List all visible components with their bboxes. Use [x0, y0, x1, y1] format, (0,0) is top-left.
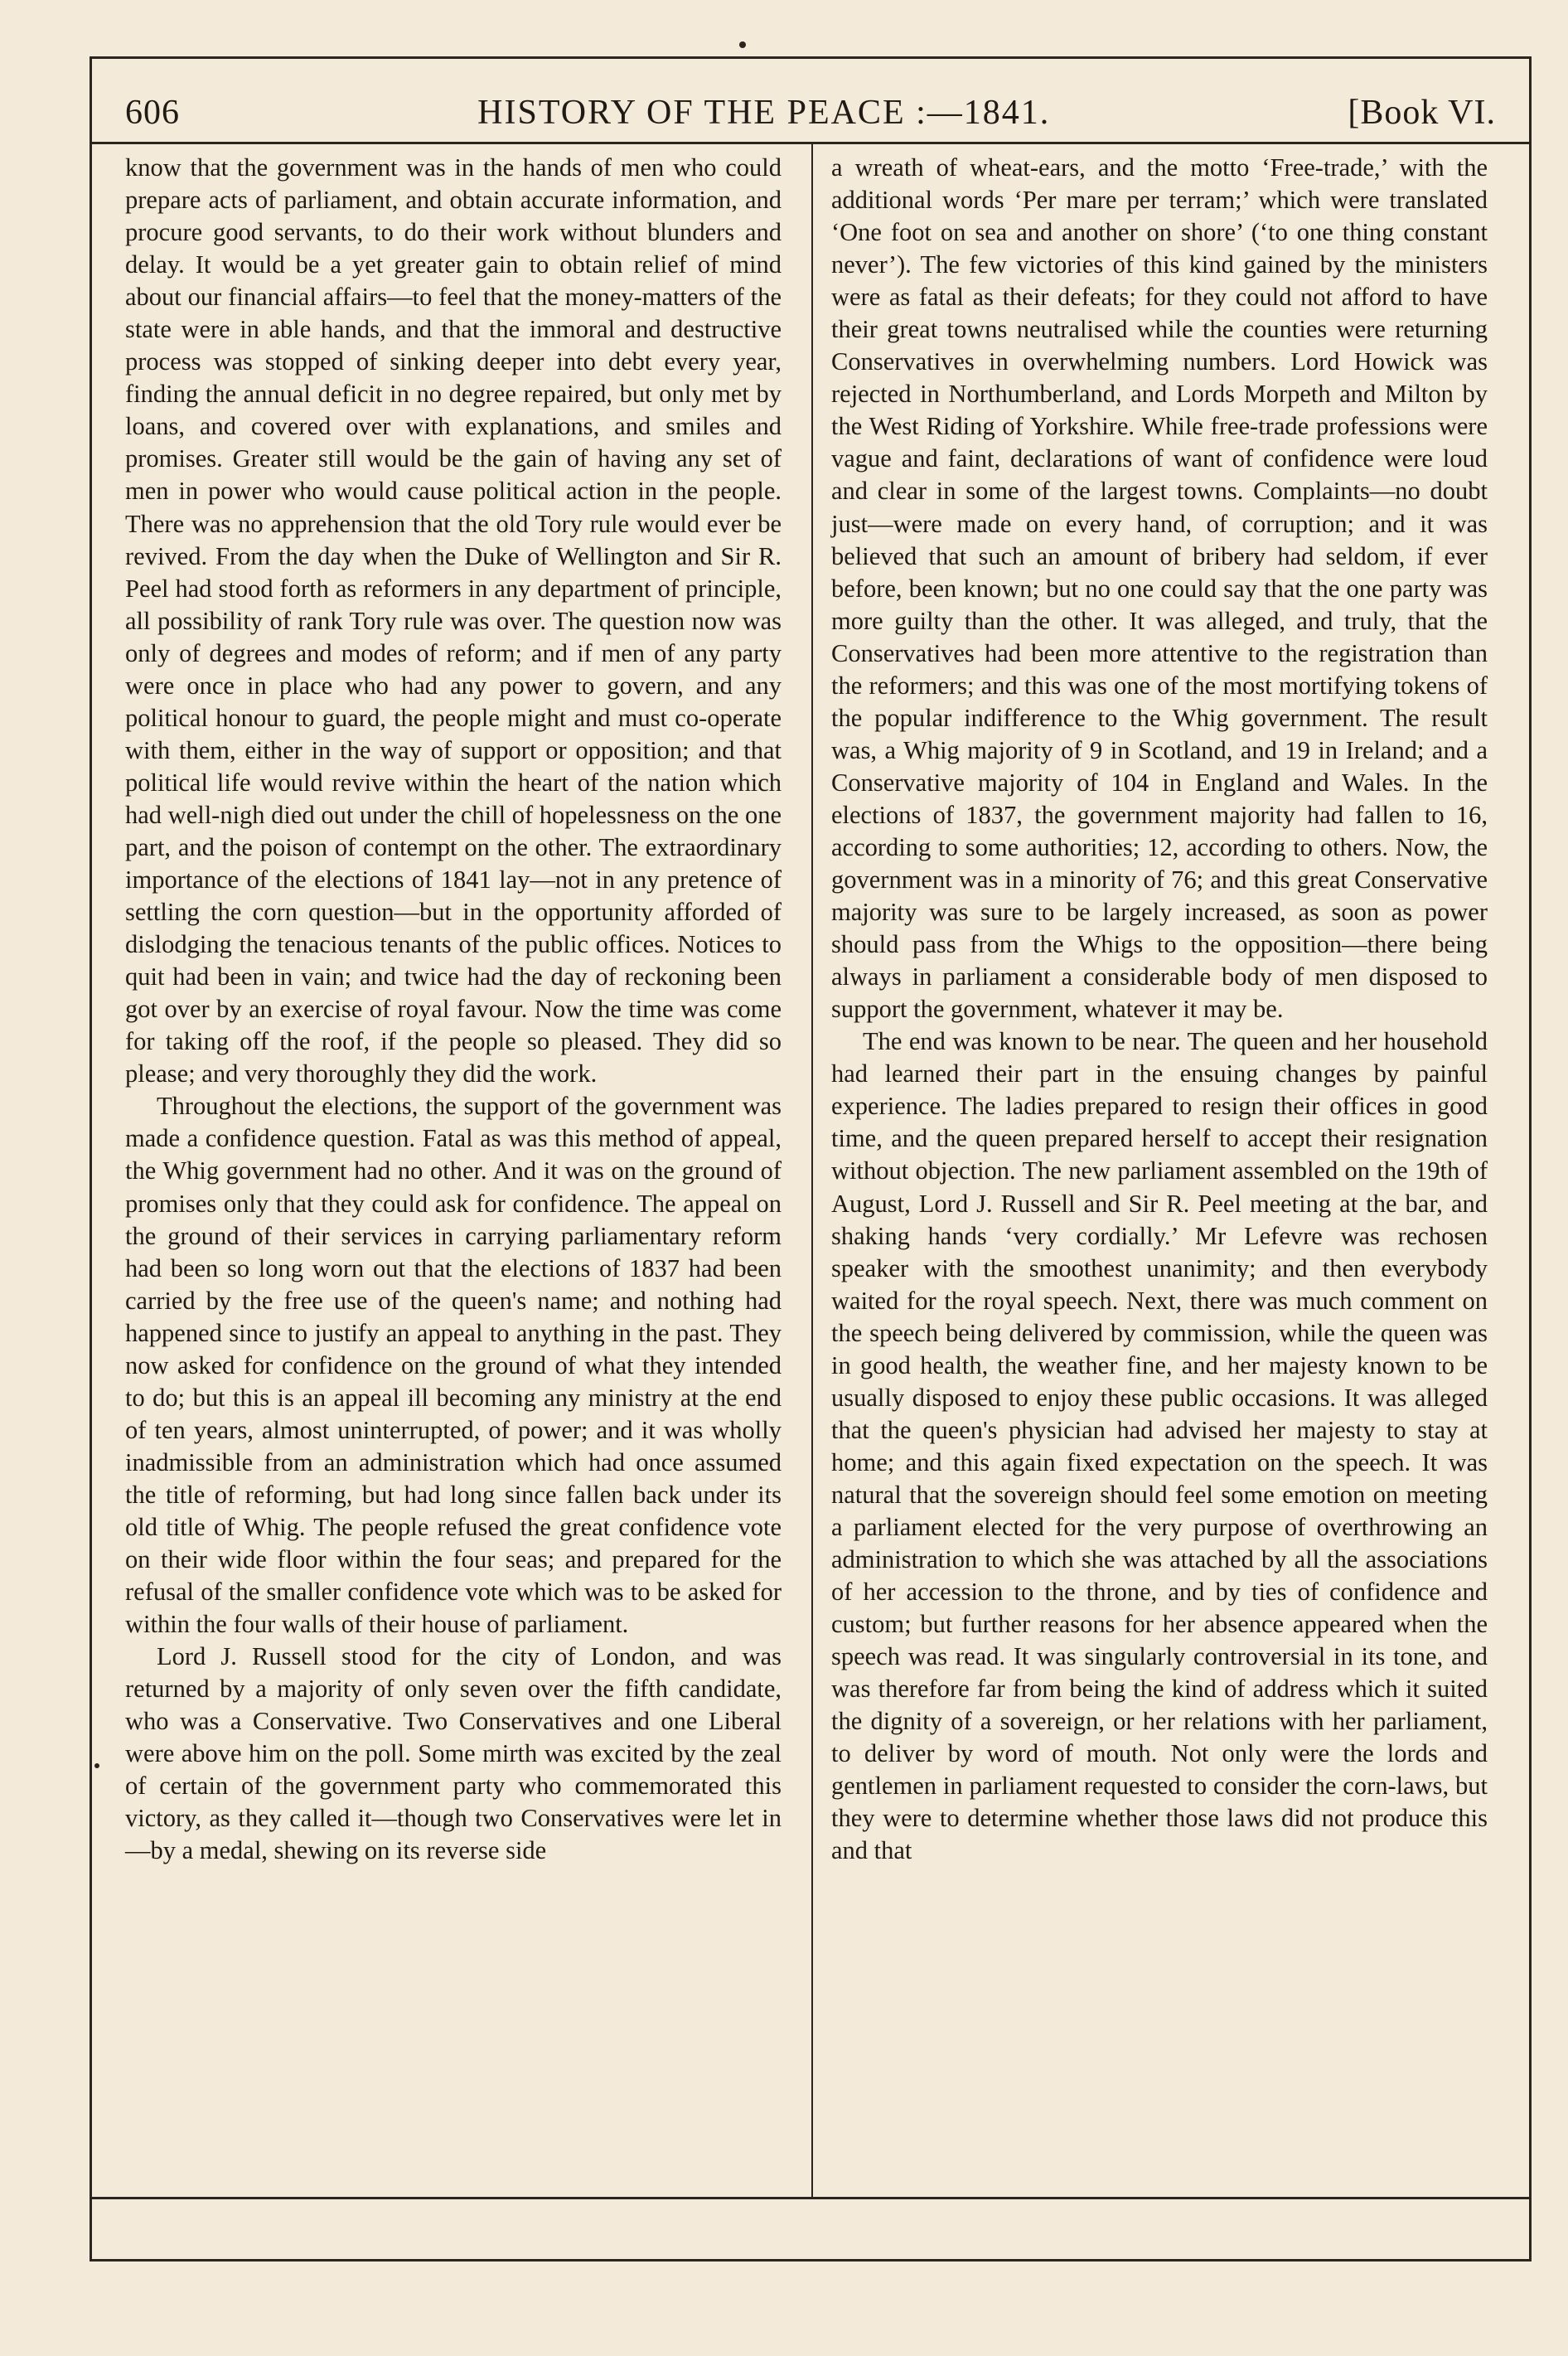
book-label: [Book VI. — [1348, 94, 1496, 132]
column-divider — [811, 144, 813, 2197]
paragraph: Lord J. Russell stood for the city of London, and was returned by a majority of only seven over the fifth candidate, who was a Conservative. Two Conservatives and one Liberal were above him on the poll. Some mirth was excited by the zeal of certain of the government party who commemorated this victory, as they called it—though two Conservatives were let in—by a medal, shewing on its reverse side — [125, 1642, 782, 1865]
page-number: 606 — [125, 94, 180, 132]
printer-mark — [739, 41, 746, 48]
header-rule — [92, 142, 1529, 144]
margin-mark — [94, 1763, 99, 1768]
right-column — [831, 152, 1488, 1867]
paragraph: Throughout the elections, the support of the government was made a confidence question. Fatal as was this method of appeal, the Whig government had no other. And it was on the ground of promises only that they could ask for confidence. The appeal on the ground of their services in carrying parliamentary reform had been so long worn out that the elections of 1837 had been carried by the free use of the queen's name; and nothing had happened since to justify an appeal to anything in the past. They now asked for confidence on the ground of what they intended to do; but this is an appeal ill becoming any ministry at the end of ten years, almost uninterrupted, of power; and it was wholly inadmissible from an administration which had once assumed the title of reforming, but had long since fallen back under its old title of Whig. The people refused the great confidence vote on their wide floor within the four seas; and prepared for the refusal of the smaller confidence vote which was to be asked for within the four walls of their house of parliament. — [125, 1092, 782, 1639]
paragraph: a wreath of wheat-ears, and the motto ‘Free-trade,’ with the additional words ‘Per mare per terram;’ which were translated ‘One foot on sea and another on shore’ (‘to one thing constant never’). The few victories of this kind gained by the ministers were as fatal as their defeats; for they could not afford to have their great towns neutralised while the counties were returning Conservatives in overwhelming numbers. Lord Howick was rejected in Northumberland, and Lords Morpeth and Milton by the West Riding of Yorkshire. While free-trade professions were vague and faint, declarations of want of confidence were loud and clear in some of the largest towns. Complaints—no doubt just—were made on every hand, of corruption; and it was believed that such an amount of bribery had seldom, if ever before, been known; but no one could say that the one party was more guilty than the other. It was alleged, and truly, that the Conservatives had been more attentive to the registration than the reformers; and this was one of the most mortifying tokens of the popular indifference to the Whig government. The result was, a Whig majority of 9 in Scotland, and 19 in Ireland; and a Conservative majority of 104 in England and Wales. In the elections of 1837, the government majority had fallen to 16, according to some authorities; 12, according to others. Now, the government was in a minority of 76; and this great Conservative majority was sure to be largely increased, as soon as power should pass from the Whigs to the opposition—there being always in parliament a considerable body of men disposed to support the government, whatever it may be. — [831, 153, 1488, 1024]
footer-rule — [92, 2197, 1529, 2199]
paragraph: The end was known to be near. The queen and her household had learned their part in the ensuing changes by painful experience. The ladies prepared to resign their offices in good time, and the queen prepared herself to accept their resignation without objection. The new parliament assembled on the 19th of August, Lord J. Russell and Sir R. Peel meeting at the bar, and shaking hands ‘very cordially.’ Mr Lefevre was rechosen speaker with the smoothest unanimity; and then everybody waited for the royal speech. Next, there was much comment on the speech being delivered by commission, while the queen was in good health, the weather fine, and her majesty known to be usually disposed to enjoy these public occasions. It was alleged that the queen's physician had advised her majesty to stay at home; and this again fixed expectation on the speech. It was natural that the sovereign should feel some emotion on meeting a parliament elected for the very purpose of overthrowing an administration to which she was attached by all the associations of her accession to the throne, and by ties of confidence and custom; but further reasons for her absence appeared when the speech was read. It was singularly controversial in its tone, and was therefore far from being the kind of address which it suited the dignity of a sovereign, or her relations with her parliament, to deliver by word of mouth. Not only were the lords and gentlemen in parliament requested to consider the corn-laws, but they were to determine whether those laws did not produce this and that — [831, 1027, 1488, 1865]
running-header — [125, 84, 1496, 142]
page-frame — [90, 56, 1532, 2261]
running-title: HISTORY OF THE PEACE :—1841. — [477, 94, 1051, 132]
left-column — [125, 152, 782, 1867]
paragraph: know that the government was in the hands of men who could prepare acts of parliament, and obtain accurate information, and procure good servants, to do their work without blunders and delay. It would be a yet greater gain to obtain relief of mind about our financial affairs—to feel that the money-matters of the state were in able hands, and that the immoral and destructive process was stopped of sinking deeper into debt every year, finding the annual deficit in no degree repaired, but only met by loans, and covered over with explanations, and smiles and promises. Greater still would be the gain of having any set of men in power who would cause political action in the people. There was no apprehension that the old Tory rule would ever be revived. From the day when the Duke of Wellington and Sir R. Peel had stood forth as reformers in any department of principle, all possibility of rank Tory rule was over. The question now was only of degrees and modes of reform; and if men of any party were once in place who had any power to govern, and any political honour to guard, the people might and must co-operate with them, either in the way of support or opposition; and that political life would revive within the heart of the nation which had well-nigh died out under the chill of hopelessness on the one part, and the poison of contempt on the other. The extraordinary importance of the elections of 1841 lay—not in any pretence of settling the corn question—but in the opportunity afforded of dislodging the tenacious tenants of the public offices. Notices to quit had been in vain; and twice had the day of reckoning been got over by an exercise of royal favour. Now the time was come for taking off the roof, if the people so pleased. They did so please; and very thoroughly they did the work. — [125, 153, 782, 1088]
